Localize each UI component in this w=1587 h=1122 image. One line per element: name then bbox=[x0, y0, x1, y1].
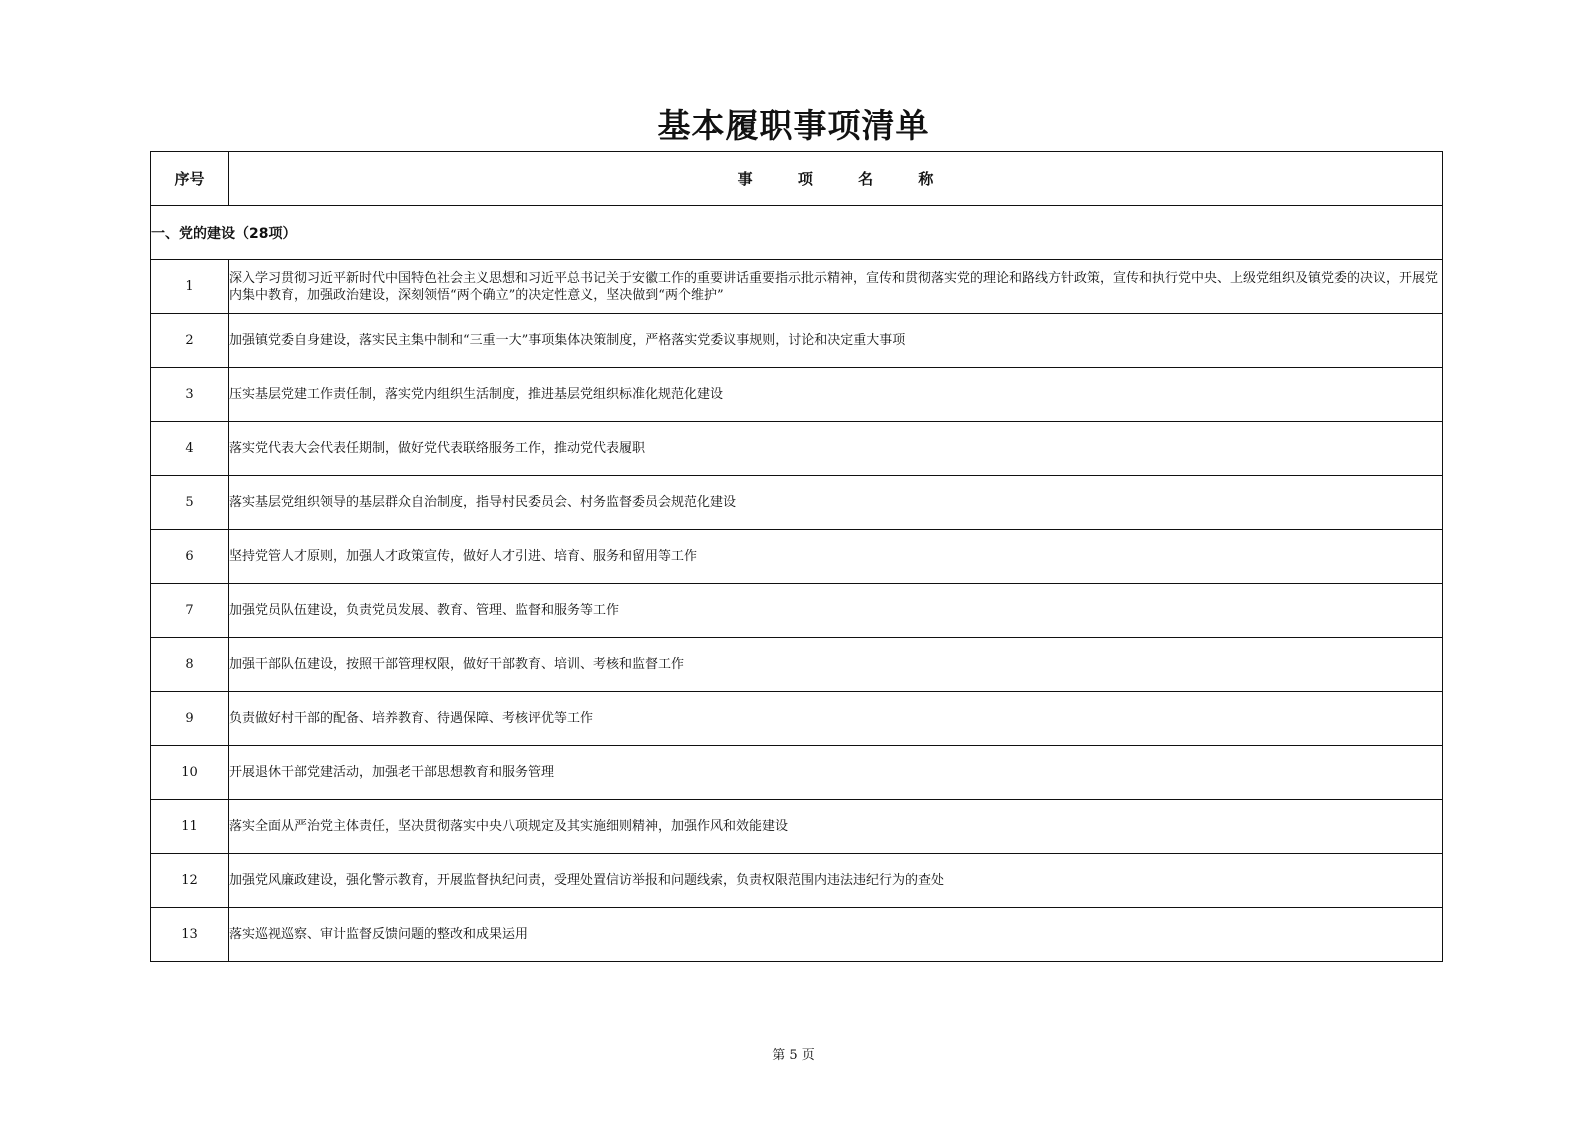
duty-table bbox=[150, 151, 1443, 962]
header-serial-number: 序号 bbox=[151, 152, 229, 206]
row-number: 13 bbox=[151, 908, 229, 962]
row-number: 1 bbox=[151, 260, 229, 314]
table-row bbox=[151, 854, 1443, 908]
row-item-text: 落实基层党组织领导的基层群众自治制度，指导村民委员会、村务监督委员会规范化建设 bbox=[229, 476, 1443, 530]
header-item-name-char: 事 bbox=[737, 170, 753, 188]
table-row bbox=[151, 314, 1443, 368]
table-row bbox=[151, 800, 1443, 854]
section-row bbox=[151, 206, 1443, 260]
table-row bbox=[151, 476, 1443, 530]
table-row bbox=[151, 422, 1443, 476]
row-item-text: 加强党风廉政建设，强化警示教育，开展监督执纪问责，受理处置信访举报和问题线索，负责权限范围内违法违纪行为的查处 bbox=[229, 854, 1443, 908]
table-row bbox=[151, 368, 1443, 422]
row-number: 9 bbox=[151, 692, 229, 746]
row-item-text: 落实全面从严治党主体责任，坚决贯彻落实中央八项规定及其实施细则精神，加强作风和效能建设 bbox=[229, 800, 1443, 854]
row-number: 12 bbox=[151, 854, 229, 908]
row-item-text: 压实基层党建工作责任制，落实党内组织生活制度，推进基层党组织标准化规范化建设 bbox=[229, 368, 1443, 422]
row-item-text: 加强干部队伍建设，按照干部管理权限，做好干部教育、培训、考核和监督工作 bbox=[229, 638, 1443, 692]
row-item-text: 加强镇党委自身建设，落实民主集中制和“三重一大”事项集体决策制度，严格落实党委议事规则，讨论和决定重大事项 bbox=[229, 314, 1443, 368]
row-item-text: 深入学习贯彻习近平新时代中国特色社会主义思想和习近平总书记关于安徽工作的重要讲话重要指示批示精神，宣传和贯彻落实党的理论和路线方针政策，宣传和执行党中央、上级党组织及镇党委的决议，开展党内集中教育，加强政治建设，深刻领悟“两个确立”的决定性意义，坚决做到“两个维护” bbox=[229, 260, 1443, 314]
table-row bbox=[151, 584, 1443, 638]
row-number: 8 bbox=[151, 638, 229, 692]
header-item-name bbox=[229, 152, 1443, 206]
row-number: 3 bbox=[151, 368, 229, 422]
page-number: 第 5 页 bbox=[772, 1048, 815, 1063]
row-item-text: 坚持党管人才原则，加强人才政策宣传，做好人才引进、培育、服务和留用等工作 bbox=[229, 530, 1443, 584]
row-item-text: 加强党员队伍建设，负责党员发展、教育、管理、监督和服务等工作 bbox=[229, 584, 1443, 638]
header-item-name-char: 称 bbox=[918, 170, 934, 188]
table-row bbox=[151, 746, 1443, 800]
row-number: 7 bbox=[151, 584, 229, 638]
table-row bbox=[151, 260, 1443, 314]
header-item-name-char: 项 bbox=[797, 170, 813, 188]
row-item-text: 落实巡视巡察、审计监督反馈问题的整改和成果运用 bbox=[229, 908, 1443, 962]
header-item-name-char: 名 bbox=[858, 170, 874, 188]
row-number: 10 bbox=[151, 746, 229, 800]
row-item-text: 负责做好村干部的配备、培养教育、待遇保障、考核评优等工作 bbox=[229, 692, 1443, 746]
row-number: 6 bbox=[151, 530, 229, 584]
table-row bbox=[151, 530, 1443, 584]
row-number: 2 bbox=[151, 314, 229, 368]
row-item-text: 落实党代表大会代表任期制，做好党代表联络服务工作，推动党代表履职 bbox=[229, 422, 1443, 476]
table-row bbox=[151, 908, 1443, 962]
row-number: 4 bbox=[151, 422, 229, 476]
row-item-text: 开展退休干部党建活动，加强老干部思想教育和服务管理 bbox=[229, 746, 1443, 800]
table-row bbox=[151, 692, 1443, 746]
page-title: 基本履职事项清单 bbox=[657, 106, 930, 145]
table-row bbox=[151, 638, 1443, 692]
table-header-row bbox=[151, 152, 1443, 206]
row-number: 5 bbox=[151, 476, 229, 530]
row-number: 11 bbox=[151, 800, 229, 854]
section-title: 一、党的建设（28项） bbox=[151, 206, 1443, 260]
